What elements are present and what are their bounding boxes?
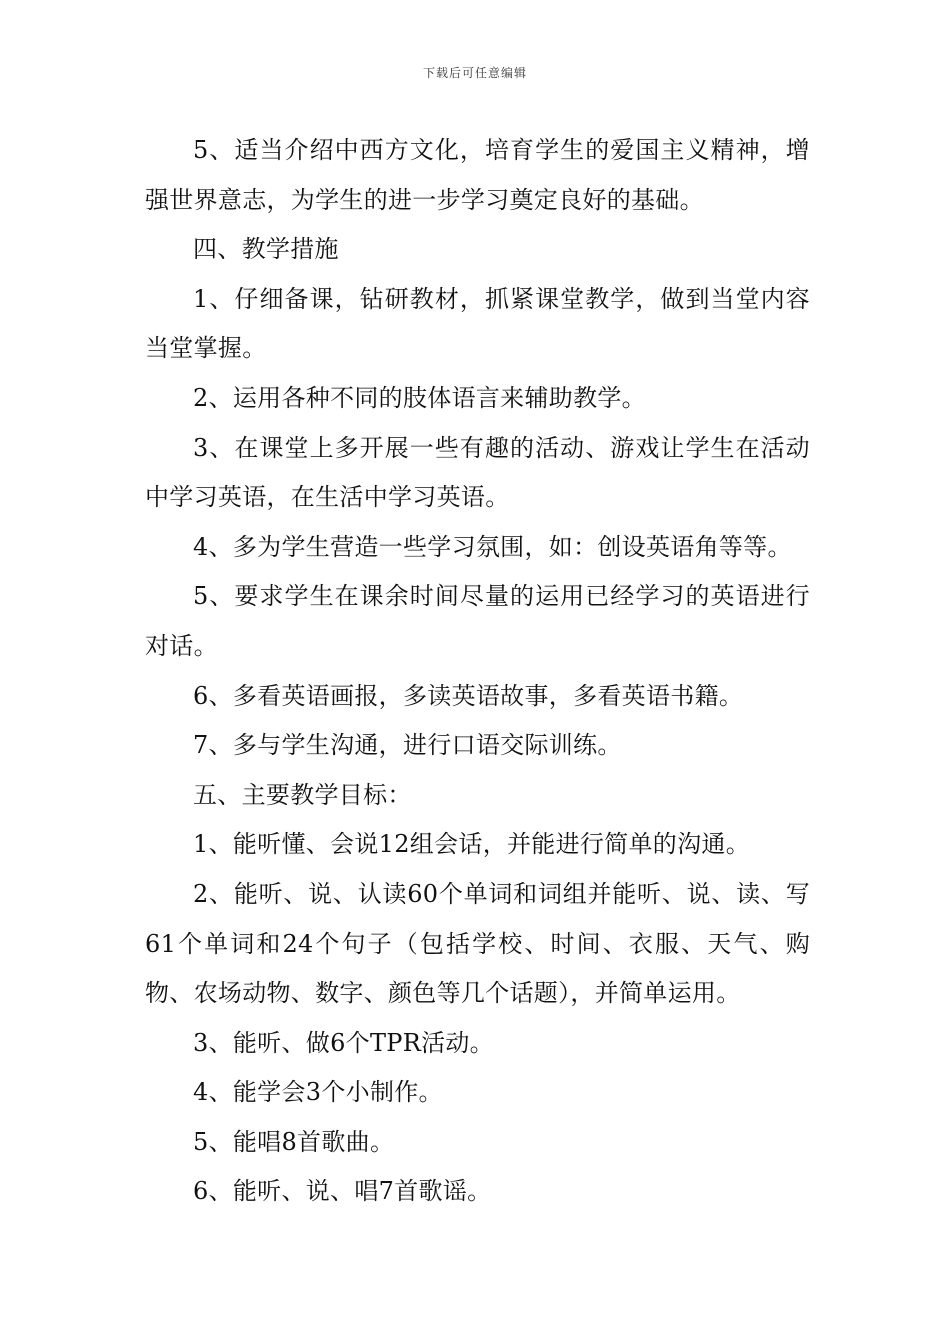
paragraph: 1、仔细备课，钻研教材，抓紧课堂教学，做到当堂内容当堂掌握。 [145,284,810,363]
paragraph: 5、要求学生在课余时间尽量的运用已经学习的英语进行对话。 [145,582,810,660]
section-heading: 四、教学措施 [193,235,339,264]
paragraph: 6、多看英语画报，多读英语故事，多看英语书籍。 [193,681,744,710]
paragraph: 4、能学会3个小制作。 [193,1078,443,1107]
paragraph: 6、能听、说、唱7首歌谣。 [193,1177,492,1206]
paragraph: 5、能唱8首歌曲。 [193,1127,395,1156]
paragraph: 5、适当介绍中西方文化，培育学生的爱国主义精神，增强世界意志，为学生的进一步学习奠定良好的基础。 [145,136,810,214]
paragraph: 2、能听、说、认读60个单词和词组并能听、说、读、写61个单词和24个句子（包括学校、时间、衣服、天气、购物、农场动物、数字、颜色等几个话题），并简单运用。 [145,879,810,1008]
paragraph: 3、能听、做6个TPR活动。 [193,1028,494,1057]
paragraph: 2、运用各种不同的肢体语言来辅助教学。 [193,383,646,412]
paragraph: 4、多为学生营造一些学习氛围，如：创设英语角等等。 [193,532,792,561]
document-body [145,126,810,1217]
header-note: 下载后可任意编辑 [422,66,527,80]
paragraph: 3、在课堂上多开展一些有趣的活动、游戏让学生在活动中学习英语，在生活中学习英语。 [145,433,810,512]
section-heading: 五、主要教学目标： [193,780,412,809]
paragraph: 1、能听懂、会说12组会话，并能进行简单的沟通。 [193,830,751,859]
paragraph: 7、多与学生沟通，进行口语交际训练。 [193,731,622,760]
